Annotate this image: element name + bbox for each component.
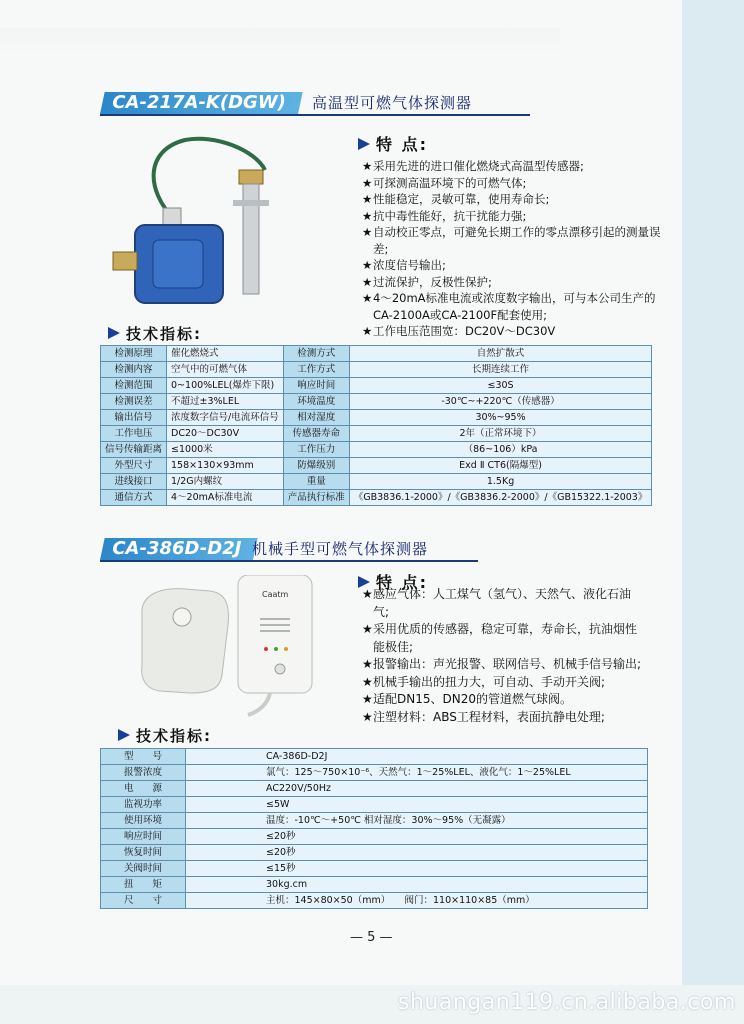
section1-feature-text: 可探测高温环境下的可燃气体; [373, 175, 527, 190]
spec-value-cell: 158×130×93mm [167, 458, 284, 474]
spec-label-cell: 环境温度 [283, 394, 349, 410]
table-row [101, 442, 652, 458]
section1-feature-item [362, 191, 662, 208]
star-icon: ★ [362, 225, 373, 239]
table-row [101, 813, 648, 829]
table-row [101, 765, 648, 781]
spec-value-cell: 0~100%LEL(爆炸下限) [167, 378, 284, 394]
section1-feature-item [362, 323, 662, 340]
spec-value-cell: 不超过±3%LEL [167, 394, 284, 410]
side-fitting [113, 252, 137, 270]
spec-value-cell: ≤20秒 [186, 829, 648, 845]
valve-actuator [142, 589, 229, 693]
spec-label-cell: 响应时间 [283, 378, 349, 394]
section2-feature-item [362, 674, 647, 692]
table-row [101, 346, 652, 362]
spec-label-cell: 检测误差 [101, 394, 167, 410]
section1-spec-table [100, 345, 652, 506]
star-icon: ★ [362, 622, 373, 636]
section2-feature-text: 报警输出：声光报警、联网信号、机械手信号输出; [373, 657, 642, 671]
star-icon: ★ [362, 692, 373, 706]
spec-label-cell: 检测原理 [101, 346, 167, 362]
star-icon: ★ [362, 709, 373, 724]
table-row [101, 749, 648, 765]
spec-value-cell: 1.5Kg [349, 474, 652, 490]
star-icon: ★ [362, 274, 373, 289]
test-button [275, 664, 285, 674]
led-green [274, 647, 278, 651]
led-red [264, 647, 268, 651]
star-icon: ★ [362, 208, 373, 223]
spec-label-cell: 工作电压 [101, 426, 167, 442]
section1-feature-item [362, 274, 662, 291]
spec-label-cell: 扭 矩 [101, 877, 186, 893]
device-brand-text: Caatm [262, 590, 289, 599]
spec-value-cell: DC20～DC30V [167, 426, 284, 442]
star-icon: ★ [362, 674, 373, 689]
section1-feature-item [362, 257, 662, 274]
spec-label-cell: 报警浓度 [101, 765, 186, 781]
section1-feature-text: 过流保护，反极性保护; [373, 274, 492, 289]
led-yellow [284, 647, 288, 651]
star-icon: ★ [362, 159, 373, 173]
spec-label-cell: 电 源 [101, 781, 186, 797]
spec-label-cell: 进线接口 [101, 474, 167, 490]
section1-features-heading-text: 特 点: [376, 135, 428, 154]
section2-product-image [130, 575, 330, 725]
section2-feature-text: 机械手输出的扭力大，可自动、手动开关阀; [373, 674, 606, 689]
spec-label-cell: 通信方式 [101, 490, 167, 506]
table-row [101, 829, 648, 845]
section2-model-badge [100, 538, 258, 560]
spec-label-cell: 型 号 [101, 749, 186, 765]
section2-feature-text: 采用优质的传感器，稳定可靠，寿命长，抗油烟性能极佳; [373, 622, 638, 654]
section2-feature-item [362, 691, 647, 709]
star-icon: ★ [362, 324, 373, 338]
arrow-icon [358, 138, 370, 150]
section1-feature-item [362, 224, 662, 257]
section1-feature-item [362, 290, 662, 323]
watermark-text: shuangan119.cn.alibaba.com [398, 990, 736, 1015]
section1-feature-list [362, 158, 662, 340]
spec-value-cell: 温度：-10℃～+50℃ 相对湿度：30%～95%（无凝露） [186, 813, 648, 829]
spec-value-cell: 自然扩散式 [349, 346, 652, 362]
section1-feature-item [362, 175, 662, 192]
page-number: — 5 — [350, 930, 393, 945]
spec-value-cell: ≤5W [186, 797, 648, 813]
detector-cable [248, 693, 270, 715]
section2-feature-text: 感应气体：人工煤气（氢气）、天然气、液化石油气; [373, 587, 632, 619]
spec-value-cell: ≤15秒 [186, 861, 648, 877]
spec-value-cell: CA-386D-D2J [186, 749, 648, 765]
table-row [101, 861, 648, 877]
spec-value-cell: 浓度数字信号/电流环信号 [167, 410, 284, 426]
section2-model: CA-386D-D2J [112, 538, 242, 559]
star-icon: ★ [362, 291, 373, 305]
spec-value-cell: -30℃~+220℃（传感器） [349, 394, 652, 410]
section1-feature-text: 4～20mA标准电流或浓度数字输出，可与本公司生产的CA-2100A或CA-2100F配套使用; [373, 291, 656, 322]
spec-label-cell: 监视功率 [101, 797, 186, 813]
spec-label-cell: 检测范围 [101, 378, 167, 394]
table-row [101, 426, 652, 442]
spec-value-cell: 2年（正常环境下） [349, 426, 652, 442]
spec-value-cell: AC220V/50Hz [186, 781, 648, 797]
spec-label-cell: 产品执行标准 [283, 490, 349, 506]
section2-spec-heading [118, 725, 212, 746]
section2-title: 机械手型可燃气体探测器 [252, 540, 429, 558]
section1-feature-text: 抗中毒性能好，抗干扰能力强; [373, 208, 527, 223]
spec-label-cell: 工作方式 [283, 362, 349, 378]
spec-value-cell: 4～20mA标准电流 [167, 490, 284, 506]
spec-label-cell: 外型尺寸 [101, 458, 167, 474]
section1-feature-item [362, 158, 662, 175]
section1-title: 高温型可燃气体探测器 [312, 94, 473, 112]
spec-value-cell: 空气中的可燃气体 [167, 362, 284, 378]
spec-label-cell: 信号传输距离 [101, 442, 167, 458]
section2-feature-list [362, 586, 647, 726]
spec-label-cell: 重量 [283, 474, 349, 490]
spec-label-cell: 尺 寸 [101, 893, 186, 909]
actuator-knob [173, 608, 191, 626]
section1-feature-text: 浓度信号输出; [373, 258, 446, 272]
spec-value-cell: Exd Ⅱ CT6(隔爆型) [349, 458, 652, 474]
section2-features-heading-text: 特 点: [376, 573, 428, 592]
spec-value-cell: 氯气：125～750×10⁻⁶、天然气：1～25%LEL、液化气：1～25%LEL [186, 765, 648, 781]
section2-underline [100, 560, 478, 562]
section1-model-badge [100, 92, 302, 114]
spec-value-cell: （86~106）kPa [349, 442, 652, 458]
spec-label-cell: 检测内容 [101, 362, 167, 378]
spec-value-cell: ≤1000米 [167, 442, 284, 458]
table-row [101, 877, 648, 893]
section2-header [100, 538, 478, 566]
spec-label-cell: 使用环境 [101, 813, 186, 829]
section1-model: CA-217A-K(DGW) [112, 92, 286, 113]
box-lid [153, 240, 203, 288]
star-icon: ★ [362, 192, 373, 206]
table-row [101, 410, 652, 426]
star-icon: ★ [362, 175, 373, 190]
table-row [101, 490, 652, 506]
table-row [101, 474, 652, 490]
section1-header [100, 92, 530, 120]
spec-label-cell: 响应时间 [101, 829, 186, 845]
arrow-icon [108, 327, 120, 339]
table-row [101, 797, 648, 813]
right-margin-band [682, 0, 744, 1024]
section2-feature-item [362, 656, 647, 674]
spec-label-cell: 关阀时间 [101, 861, 186, 877]
table-row [101, 893, 648, 909]
spec-label-cell: 相对湿度 [283, 410, 349, 426]
section2-spec-heading-text: 技术指标: [136, 727, 212, 745]
table-row [101, 781, 648, 797]
probe-flange [233, 200, 269, 206]
section1-feature-text: 自动校正零点，可避免长期工作的零点漂移引起的测量误差; [373, 225, 661, 256]
spec-label-cell: 工作压力 [283, 442, 349, 458]
spec-value-cell: ≤20秒 [186, 845, 648, 861]
table-row [101, 378, 652, 394]
star-icon: ★ [362, 587, 373, 601]
star-icon: ★ [362, 657, 373, 671]
spec-value-cell: ≤30S [349, 378, 652, 394]
spec-label-cell: 检测方式 [283, 346, 349, 362]
spec-value-cell: 催化燃烧式 [167, 346, 284, 362]
section2-feature-item [362, 621, 647, 656]
section1-underline [100, 114, 530, 116]
section1-feature-text: 工作电压范围宽：DC20V～DC30V [373, 324, 556, 338]
section1-product-image [105, 130, 295, 320]
spec-value-cell: 长期连续工作 [349, 362, 652, 378]
spec-value-cell: 1/2G内螺纹 [167, 474, 284, 490]
section2-feature-text: 适配DN15、DN20的管道燃气球阀。 [373, 692, 572, 706]
spec-value-cell: 《GB3836.1-2000》/《GB3836.2-2000》/《GB15322.1-2003》 [349, 490, 652, 506]
spec-value-cell: 主机：145×80×50（mm） 阀门：110×110×85（mm） [186, 893, 648, 909]
arrow-icon [118, 729, 130, 741]
table-row [101, 362, 652, 378]
top-faded-strip [0, 28, 560, 54]
table-row [101, 458, 652, 474]
spec-label-cell: 防爆级别 [283, 458, 349, 474]
section1-feature-text: 性能稳定，灵敏可靠，使用寿命长; [373, 192, 550, 206]
section1-spec-heading-text: 技术指标: [126, 325, 202, 343]
star-icon: ★ [362, 258, 373, 272]
section2-spec-table [100, 748, 648, 909]
section2-feature-item [362, 709, 647, 727]
probe-nut [239, 170, 263, 184]
table-row [101, 845, 648, 861]
section1-feature-item [362, 208, 662, 225]
section1-spec-heading [108, 323, 202, 344]
spec-label-cell: 恢复时间 [101, 845, 186, 861]
section2-feature-item [362, 586, 647, 621]
spec-value-cell: 30kg.cm [186, 877, 648, 893]
section1-feature-text: 采用先进的进口催化燃烧式高温型传感器; [373, 159, 584, 173]
spec-label-cell: 输出信号 [101, 410, 167, 426]
spec-value-cell: 30%~95% [349, 410, 652, 426]
section1-features-heading [358, 132, 428, 155]
table-row [101, 394, 652, 410]
spec-label-cell: 传感器寿命 [283, 426, 349, 442]
section2-feature-text: 注塑材料：ABS工程材料，表面抗静电处理; [373, 709, 605, 724]
